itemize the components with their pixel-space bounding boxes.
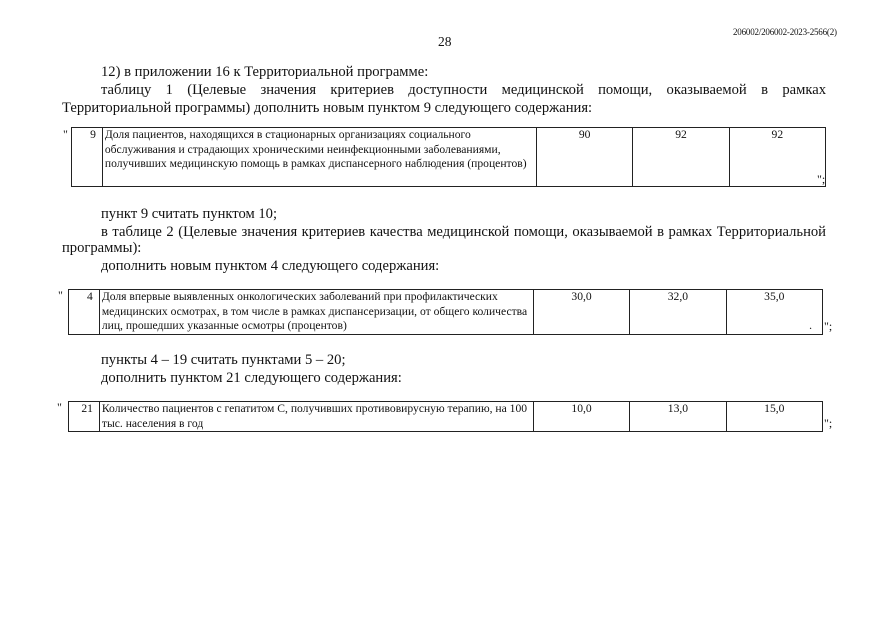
table1-open-quote: " [63, 127, 68, 141]
table3-new-item [68, 401, 823, 432]
table2-value-1: 30,0 [533, 290, 629, 335]
table2-add-item-4: дополнить новым пунктом 4 следующего содержания: [101, 258, 440, 274]
table2-item-text: Доля впервые выявленных онкологических заболеваний при профилактических медицинских осмотрах, в том числе в рамках диспансеризации, от общего количества лиц, прошедших указанные осмотры (процентов) [99, 290, 533, 335]
table3-item-number: 21 [69, 402, 100, 432]
table3-close-quote: "; [824, 416, 833, 430]
table2-value-2: 32,0 [630, 290, 726, 335]
table3-open-quote: " [57, 400, 62, 414]
table-row [69, 402, 823, 432]
table3-item-text: Количество пациентов с гепатитом С, получивших противовирусную терапию, на 100 тыс. населения в год [99, 402, 533, 432]
renumber-note-1: пункт 9 считать пунктом 10; [101, 206, 278, 222]
table1-instruction-line2: Территориальной программы) дополнить новым пунктом 9 следующего содержания: [62, 100, 593, 116]
table-row [72, 128, 826, 187]
table2-value-3-cell [726, 290, 822, 335]
document-id: 206002/206002-2023-2566(2) [733, 27, 837, 37]
table2-open-quote: " [58, 288, 63, 302]
table3-value-2: 13,0 [630, 402, 726, 432]
table1-item-text: Доля пациентов, находящихся в стационарных организациях социального обслуживания и страдающих хроническими неинфекционными заболеваниями, получивших медицинскую помощь в рамках диспансерного наблюдения (процентов) [102, 128, 536, 187]
table2-close-quote: "; [824, 319, 833, 333]
amendment-item-12: 12) в приложении 16 к Территориальной программе: [101, 64, 429, 80]
table1-value-3: 92 [729, 128, 825, 187]
table1-item-number: 9 [72, 128, 103, 187]
table3-value-1: 10,0 [533, 402, 629, 432]
table3-value-3: 15,0 [726, 402, 822, 432]
table1-value-2: 92 [633, 128, 729, 187]
table-row [69, 290, 823, 335]
renumber-note-2: пункты 4 – 19 считать пунктами 5 – 20; [101, 352, 346, 368]
table2-trailing-dot: . [809, 319, 812, 332]
table2-value-3: 35,0 [764, 290, 785, 303]
table2-item-number: 4 [69, 290, 100, 335]
table1-close-quote: "; [817, 172, 826, 186]
page-number: 28 [438, 34, 452, 49]
table2-new-item [68, 289, 823, 335]
table1-instruction-line1: таблицу 1 (Целевые значения критериев доступности медицинской помощи, оказываемой в рамках [101, 82, 826, 98]
table1-new-item [71, 127, 826, 187]
table2-instruction-line1: в таблице 2 (Целевые значения критериев качества медицинской помощи, оказываемой в рамках Территориальной [101, 224, 826, 240]
table2-add-item-21: дополнить пунктом 21 следующего содержания: [101, 370, 402, 386]
table2-instruction-line2: программы): [62, 240, 142, 256]
table1-value-1: 90 [537, 128, 633, 187]
